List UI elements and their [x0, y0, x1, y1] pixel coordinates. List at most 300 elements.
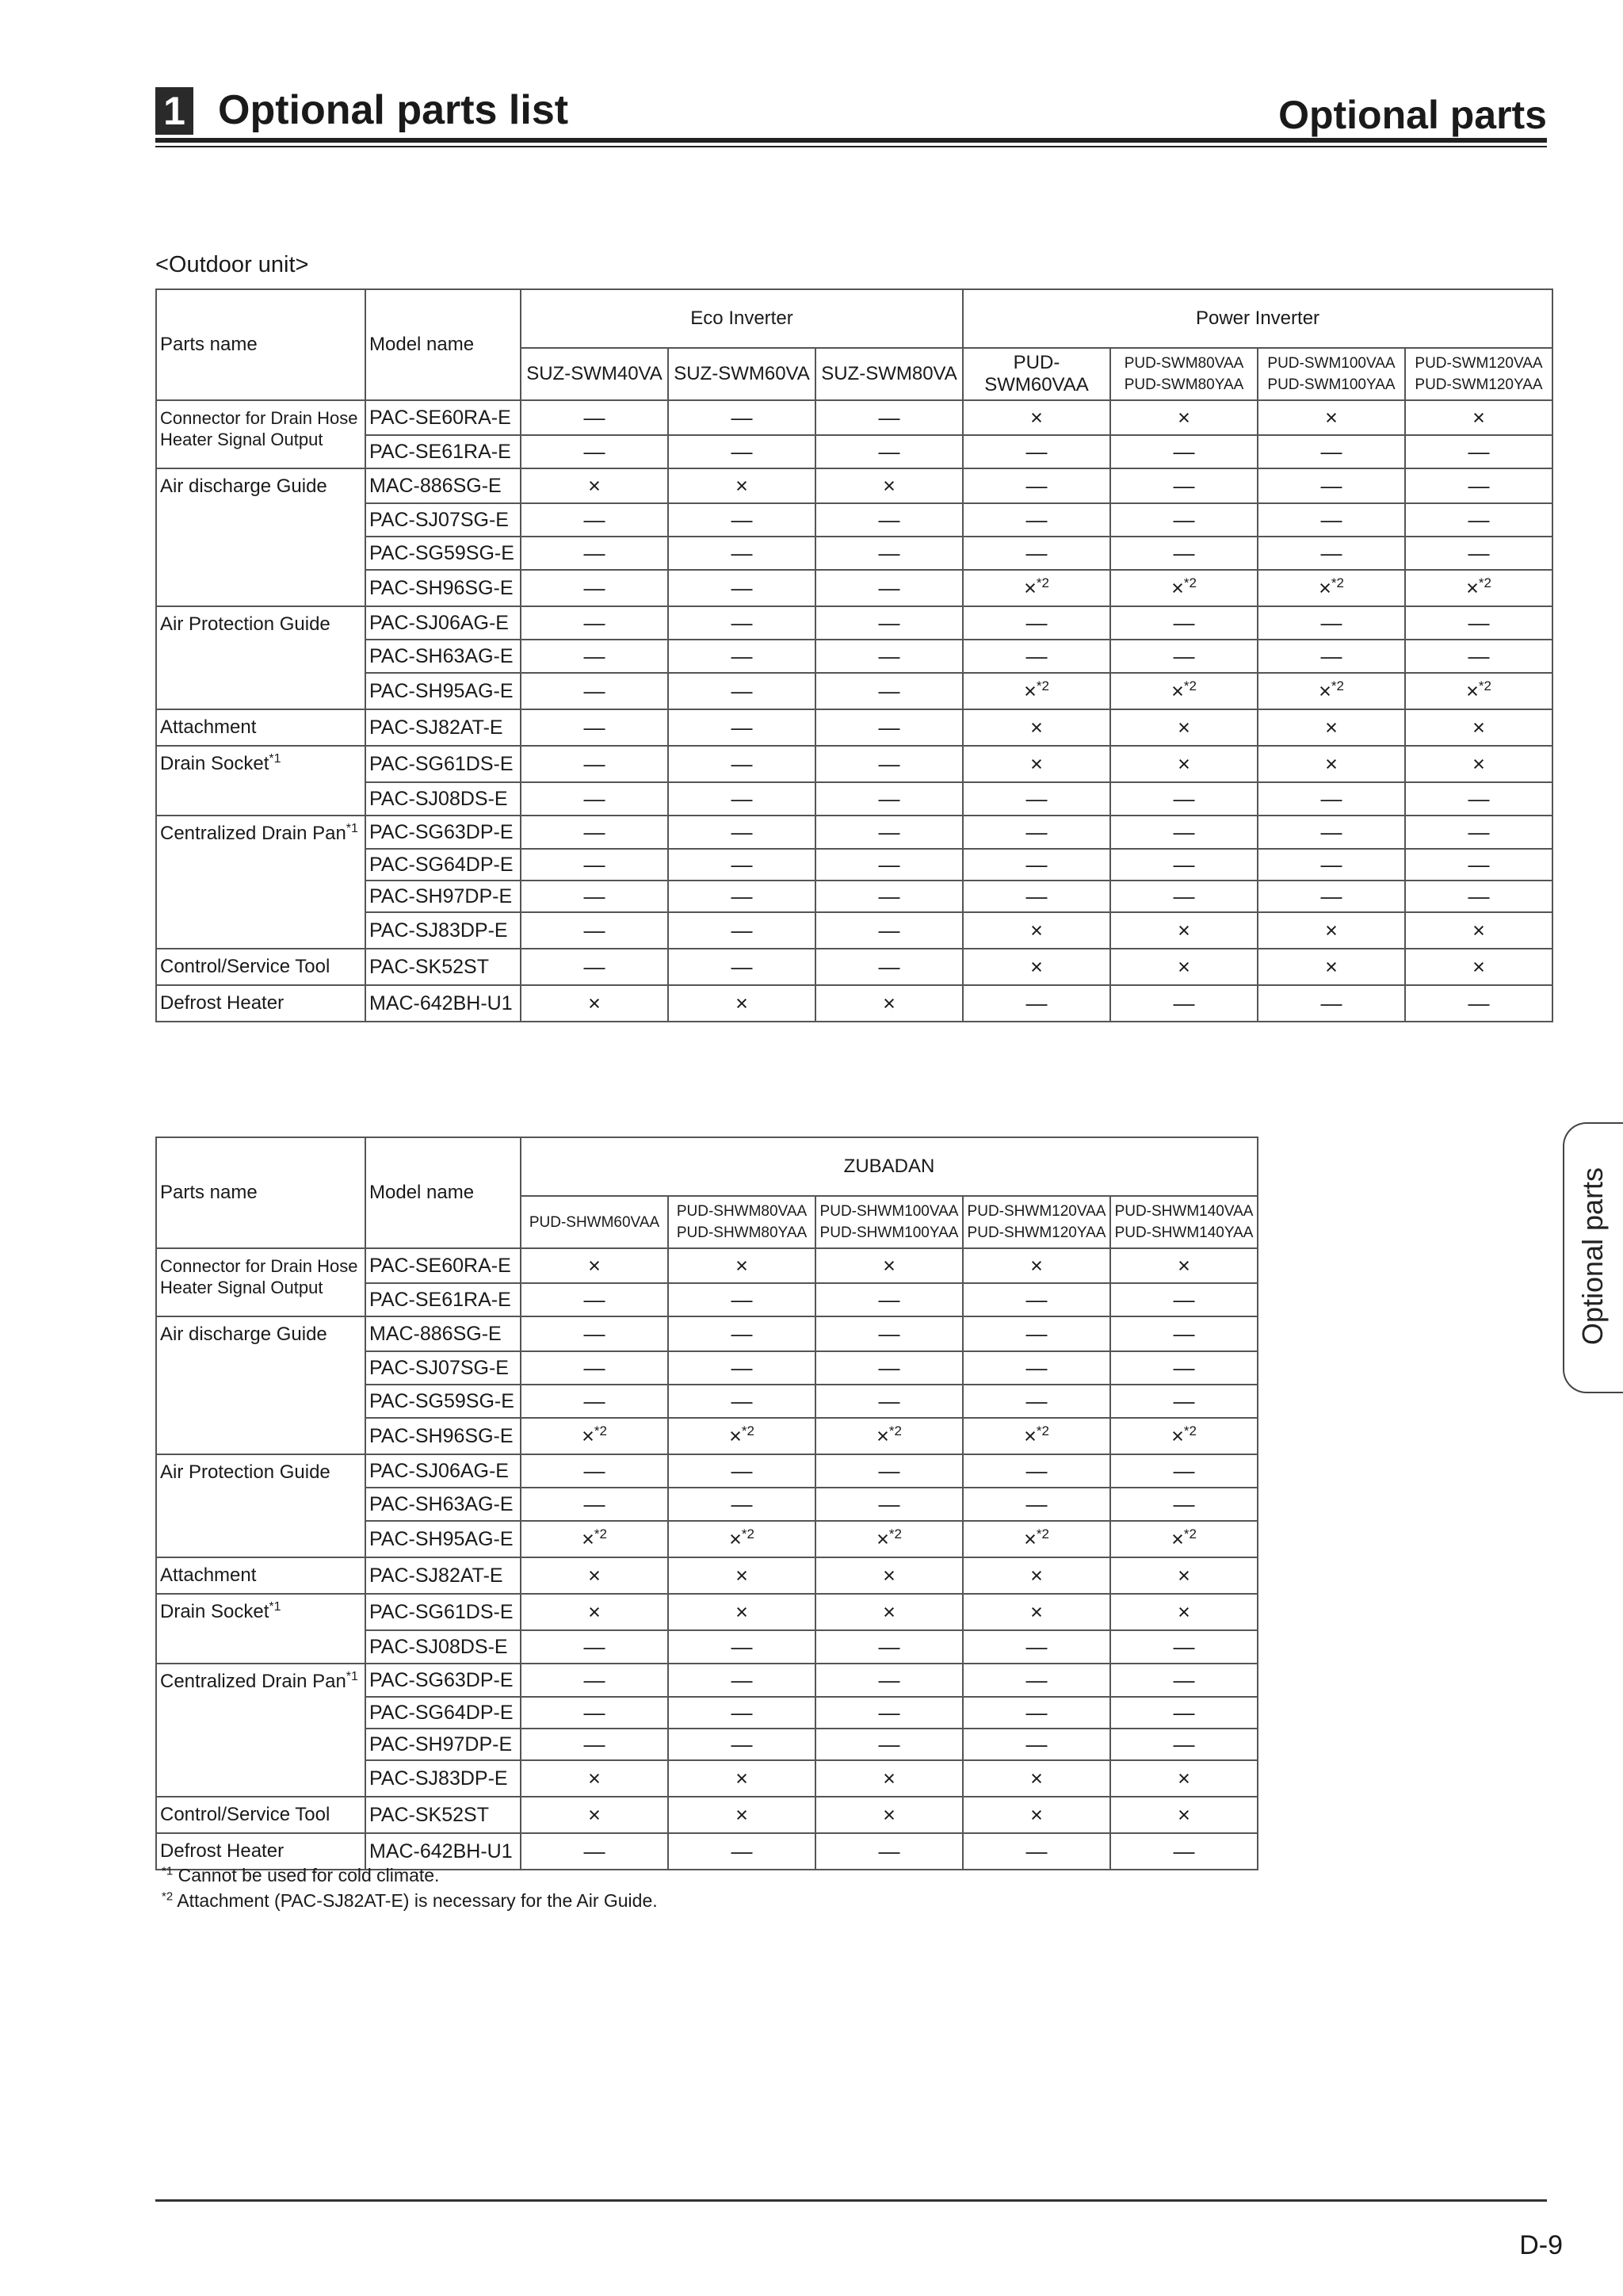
model-name: PAC-SJ83DP-E: [365, 1760, 521, 1797]
availability-cell: ×: [1405, 912, 1552, 949]
model-name: PAC-SK52ST: [365, 949, 521, 985]
availability-cell: ×: [1405, 400, 1552, 435]
availability-cell: —: [815, 640, 963, 673]
unit-model-line: PUD-SHWM100VAA: [819, 1203, 959, 1220]
eco-power-inverter-parts-table: [155, 288, 1553, 1022]
footnote-ref: *2: [594, 1423, 607, 1438]
page-title: Optional parts list: [218, 87, 569, 133]
unit-model-line: PUD-SHWM80YAA: [676, 1224, 808, 1241]
availability-cell: ×: [1405, 949, 1552, 985]
footnote-2: $^{*2}$ Attachment (PAC-SJ82AT-E) is necessary for the Air Guide.: [162, 1889, 658, 1911]
footnote-ref: *2: [1183, 1423, 1197, 1438]
availability-cell: —: [668, 606, 815, 640]
availability-cell: ×$^{*2}$: [668, 1521, 815, 1557]
availability-cell: —: [815, 1488, 963, 1521]
availability-cell: ×: [1110, 1760, 1258, 1797]
unit-model-line: PUD-SWM120VAA: [1415, 355, 1543, 372]
model-name-header: Model name: [365, 289, 521, 400]
availability-cell: —: [668, 1833, 815, 1870]
model-name: PAC-SG63DP-E: [365, 816, 521, 849]
availability-cell: —: [1258, 503, 1405, 537]
part-name: Drain Socket$^{*1}$: [156, 746, 365, 816]
table-row: [156, 1316, 1258, 1351]
availability-cell: ×: [1110, 1557, 1258, 1594]
availability-cell: —: [668, 570, 815, 606]
availability-cell: ×: [1110, 949, 1258, 985]
availability-cell: —: [668, 640, 815, 673]
availability-cell: —: [815, 746, 963, 782]
availability-cell: ×: [521, 468, 668, 503]
availability-cell: ×: [815, 1797, 963, 1833]
model-name: PAC-SG63DP-E: [365, 1664, 521, 1697]
availability-cell: —: [1110, 782, 1258, 816]
availability-cell: ×: [815, 985, 963, 1022]
availability-cell: —: [963, 640, 1110, 673]
availability-cell: —: [1110, 1729, 1258, 1760]
header-rule: [155, 138, 1547, 143]
availability-cell: ×: [668, 1557, 815, 1594]
availability-cell: ×: [963, 1797, 1110, 1833]
model-name: PAC-SJ08DS-E: [365, 782, 521, 816]
availability-cell: ×: [963, 709, 1110, 746]
availability-cell: —: [668, 1488, 815, 1521]
availability-cell: —: [1110, 1630, 1258, 1664]
footnote-ref: *2: [741, 1526, 754, 1541]
availability-cell: ×: [815, 1594, 963, 1630]
availability-cell: —: [963, 1630, 1110, 1664]
availability-cell: —: [668, 1729, 815, 1760]
availability-cell: —: [521, 1351, 668, 1385]
footnote-ref: *2: [1183, 1526, 1197, 1541]
availability-cell: ×$^{*2}$: [815, 1418, 963, 1454]
availability-cell: —: [668, 709, 815, 746]
availability-cell: —: [521, 673, 668, 709]
availability-cell: ×: [1258, 949, 1405, 985]
availability-cell: —: [1258, 782, 1405, 816]
table-row: [156, 816, 1552, 849]
table-row: [156, 782, 1552, 816]
availability-cell: —: [521, 849, 668, 881]
part-name: Attachment: [156, 1557, 365, 1594]
part-name: Connector for Drain Hose Heater Signal Output: [156, 400, 365, 468]
unit-model-line: PUD-SHWM100YAA: [819, 1224, 959, 1241]
unit-model-header: [815, 348, 963, 400]
model-name: PAC-SG64DP-E: [365, 1697, 521, 1729]
availability-cell: —: [1405, 782, 1552, 816]
availability-cell: —: [815, 949, 963, 985]
unit-model-header: [1110, 348, 1258, 400]
table-row: [156, 503, 1552, 537]
unit-model-line: PUD-SHWM60VAA: [529, 1213, 660, 1231]
availability-cell: —: [1110, 1488, 1258, 1521]
footnote-ref: *2: [1331, 678, 1344, 693]
availability-cell: ×: [668, 1594, 815, 1630]
availability-cell: ×: [963, 1248, 1110, 1283]
footnote-ref: *2: [1183, 575, 1197, 590]
table-row: [156, 570, 1552, 606]
availability-cell: ×: [521, 1797, 668, 1833]
availability-cell: —: [521, 435, 668, 468]
table-row: [156, 849, 1552, 881]
availability-cell: —: [815, 912, 963, 949]
availability-cell: ×$^{*2}$: [1258, 570, 1405, 606]
availability-cell: —: [815, 435, 963, 468]
model-name: PAC-SH63AG-E: [365, 640, 521, 673]
part-name: Air discharge Guide: [156, 468, 365, 606]
availability-cell: —: [668, 1664, 815, 1697]
availability-cell: ×: [1258, 746, 1405, 782]
availability-cell: —: [815, 503, 963, 537]
part-name: Drain Socket$^{*1}$: [156, 1594, 365, 1664]
availability-cell: —: [815, 400, 963, 435]
model-name: PAC-SJ06AG-E: [365, 606, 521, 640]
table-row: [156, 949, 1552, 985]
model-name: PAC-SJ07SG-E: [365, 503, 521, 537]
availability-cell: —: [521, 1385, 668, 1418]
availability-cell: —: [1110, 606, 1258, 640]
availability-cell: ×: [815, 1760, 963, 1797]
footnote-ref: *2: [1036, 1526, 1049, 1541]
availability-cell: —: [1258, 606, 1405, 640]
availability-cell: ×: [815, 1248, 963, 1283]
model-name: PAC-SH97DP-E: [365, 881, 521, 912]
chapter-title: Optional parts: [1278, 93, 1547, 137]
unit-model-line: SUZ-SWM40VA: [526, 363, 663, 384]
availability-cell: —: [1110, 1385, 1258, 1418]
footnote-ref: *2: [1036, 575, 1049, 590]
availability-cell: —: [521, 1729, 668, 1760]
availability-cell: —: [1405, 606, 1552, 640]
availability-cell: ×$^{*2}$: [521, 1521, 668, 1557]
availability-cell: —: [521, 881, 668, 912]
availability-cell: ×$^{*2}$: [1110, 1418, 1258, 1454]
availability-cell: ×: [963, 949, 1110, 985]
unit-model-header: [815, 1196, 963, 1248]
availability-cell: —: [963, 606, 1110, 640]
availability-cell: —: [815, 1833, 963, 1870]
availability-cell: —: [963, 849, 1110, 881]
availability-cell: —: [1110, 1697, 1258, 1729]
availability-cell: ×: [963, 1594, 1110, 1630]
unit-model-line: PUD-SHWM80VAA: [676, 1203, 808, 1220]
model-name: PAC-SG64DP-E: [365, 849, 521, 881]
unit-model-line: PUD-SHWM140YAA: [1114, 1224, 1254, 1241]
model-name: PAC-SH97DP-E: [365, 1729, 521, 1760]
table-row: [156, 1797, 1258, 1833]
availability-cell: —: [815, 1729, 963, 1760]
model-name: PAC-SG59SG-E: [365, 1385, 521, 1418]
table-row: [156, 673, 1552, 709]
availability-cell: ×: [1258, 400, 1405, 435]
footnote-ref: *2: [888, 1526, 902, 1541]
availability-cell: ×: [668, 1248, 815, 1283]
model-name: PAC-SH96SG-E: [365, 570, 521, 606]
availability-cell: —: [521, 1454, 668, 1488]
availability-cell: —: [668, 435, 815, 468]
availability-cell: —: [963, 1283, 1110, 1316]
footer-rule: [155, 2199, 1547, 2202]
availability-cell: ×: [963, 1557, 1110, 1594]
footnotes: [162, 1862, 658, 1913]
availability-cell: —: [1110, 1454, 1258, 1488]
availability-cell: —: [668, 746, 815, 782]
model-name: PAC-SJ82AT-E: [365, 1557, 521, 1594]
availability-cell: —: [521, 503, 668, 537]
availability-cell: —: [521, 782, 668, 816]
table-row: [156, 468, 1552, 503]
availability-cell: —: [963, 1833, 1110, 1870]
availability-cell: —: [521, 1316, 668, 1351]
model-name: MAC-642BH-U1: [365, 1833, 521, 1870]
footnote-ref: *2: [1036, 1423, 1049, 1438]
availability-cell: ×: [521, 1760, 668, 1797]
availability-cell: —: [815, 709, 963, 746]
availability-cell: —: [521, 537, 668, 570]
availability-cell: —: [668, 503, 815, 537]
unit-model-line: PUD-SWM100YAA: [1267, 376, 1396, 393]
part-name: Control/Service Tool: [156, 1797, 365, 1833]
availability-cell: —: [963, 881, 1110, 912]
availability-cell: ×: [1110, 1248, 1258, 1283]
availability-cell: —: [668, 949, 815, 985]
availability-cell: —: [521, 1697, 668, 1729]
availability-cell: —: [815, 673, 963, 709]
availability-cell: —: [1405, 816, 1552, 849]
availability-cell: —: [521, 570, 668, 606]
model-name: MAC-886SG-E: [365, 468, 521, 503]
model-name: PAC-SH96SG-E: [365, 1418, 521, 1454]
availability-cell: ×$^{*2}$: [1110, 570, 1258, 606]
unit-model-line: PUD-SWM60VAA: [984, 352, 1089, 395]
availability-cell: —: [1258, 468, 1405, 503]
part-name: Control/Service Tool: [156, 949, 365, 985]
availability-cell: —: [668, 1316, 815, 1351]
table-row: [156, 1557, 1258, 1594]
availability-cell: ×: [668, 1797, 815, 1833]
availability-cell: —: [815, 1454, 963, 1488]
model-name-header: Model name: [365, 1137, 521, 1248]
availability-cell: —: [1258, 985, 1405, 1022]
model-name: PAC-SG61DS-E: [365, 746, 521, 782]
availability-cell: —: [521, 949, 668, 985]
table-row: [156, 435, 1552, 468]
model-name: MAC-886SG-E: [365, 1316, 521, 1351]
availability-cell: —: [1405, 435, 1552, 468]
availability-cell: —: [1110, 1664, 1258, 1697]
unit-model-header: [1110, 1196, 1258, 1248]
unit-model-line: SUZ-SWM60VA: [674, 363, 810, 384]
unit-model-header: [1258, 348, 1405, 400]
availability-cell: ×: [521, 1557, 668, 1594]
availability-cell: ×: [1110, 746, 1258, 782]
availability-cell: —: [1110, 503, 1258, 537]
unit-model-line: PUD-SWM100VAA: [1267, 355, 1396, 372]
model-name: PAC-SH95AG-E: [365, 673, 521, 709]
availability-cell: —: [521, 1488, 668, 1521]
availability-cell: —: [963, 782, 1110, 816]
availability-cell: —: [521, 912, 668, 949]
table-row: [156, 537, 1552, 570]
availability-cell: —: [668, 673, 815, 709]
unit-model-header: [1405, 348, 1552, 400]
unit-model-header: [668, 348, 815, 400]
unit-model-line: PUD-SWM80YAA: [1124, 376, 1244, 393]
model-name: PAC-SG61DS-E: [365, 1594, 521, 1630]
table-row: [156, 606, 1552, 640]
model-name: PAC-SH63AG-E: [365, 1488, 521, 1521]
availability-cell: ×$^{*2}$: [1405, 673, 1552, 709]
table-row: [156, 912, 1552, 949]
availability-cell: ×: [668, 1760, 815, 1797]
availability-cell: ×: [521, 1594, 668, 1630]
availability-cell: ×$^{*2}$: [963, 673, 1110, 709]
availability-cell: —: [963, 1664, 1110, 1697]
availability-cell: —: [963, 435, 1110, 468]
group-header: ZUBADAN: [521, 1137, 1258, 1196]
table-row: [156, 746, 1552, 782]
availability-cell: —: [1405, 537, 1552, 570]
availability-cell: —: [1258, 816, 1405, 849]
availability-cell: —: [521, 709, 668, 746]
availability-cell: ×$^{*2}$: [521, 1418, 668, 1454]
header-rule-thin: [155, 146, 1547, 147]
part-name: Centralized Drain Pan$^{*1}$: [156, 1664, 365, 1797]
availability-cell: —: [668, 881, 815, 912]
availability-cell: —: [963, 1729, 1110, 1760]
availability-cell: ×: [1258, 912, 1405, 949]
availability-cell: —: [668, 849, 815, 881]
part-name: Centralized Drain Pan$^{*1}$: [156, 816, 365, 949]
model-name: PAC-SG59SG-E: [365, 537, 521, 570]
availability-cell: —: [1110, 640, 1258, 673]
table-row: [156, 400, 1552, 435]
footnote-ref: *2: [741, 1423, 754, 1438]
availability-cell: —: [1258, 435, 1405, 468]
availability-cell: ×: [815, 1557, 963, 1594]
availability-cell: —: [963, 816, 1110, 849]
availability-cell: —: [521, 1630, 668, 1664]
model-name: PAC-SE61RA-E: [365, 435, 521, 468]
model-name: MAC-642BH-U1: [365, 985, 521, 1022]
availability-cell: ×$^{*2}$: [1110, 673, 1258, 709]
availability-cell: ×: [815, 468, 963, 503]
availability-cell: ×: [668, 985, 815, 1022]
availability-cell: —: [1405, 468, 1552, 503]
availability-cell: ×$^{*2}$: [963, 1418, 1110, 1454]
availability-cell: —: [1110, 1833, 1258, 1870]
table-row: [156, 1594, 1258, 1630]
model-name: PAC-SJ07SG-E: [365, 1351, 521, 1385]
availability-cell: ×: [521, 985, 668, 1022]
availability-cell: —: [1405, 985, 1552, 1022]
availability-cell: —: [668, 1351, 815, 1385]
footnote-ref: *2: [1183, 678, 1197, 693]
availability-cell: ×: [1110, 912, 1258, 949]
availability-cell: —: [963, 1385, 1110, 1418]
availability-cell: —: [815, 782, 963, 816]
unit-model-header: [521, 1196, 668, 1248]
group-header: Eco Inverter: [521, 289, 963, 348]
model-name: PAC-SE60RA-E: [365, 1248, 521, 1283]
availability-cell: —: [1405, 849, 1552, 881]
part-name: Connector for Drain Hose Heater Signal Output: [156, 1248, 365, 1316]
part-name: Air Protection Guide: [156, 606, 365, 709]
availability-cell: —: [963, 503, 1110, 537]
availability-cell: —: [1110, 468, 1258, 503]
availability-cell: ×: [963, 400, 1110, 435]
availability-cell: ×$^{*2}$: [1110, 1521, 1258, 1557]
availability-cell: —: [1405, 881, 1552, 912]
availability-cell: —: [668, 1630, 815, 1664]
availability-cell: —: [521, 1833, 668, 1870]
side-tab-label: Optional parts: [1576, 1167, 1609, 1346]
availability-cell: —: [521, 1283, 668, 1316]
zubadan-parts-table: [155, 1137, 1258, 1870]
availability-cell: —: [815, 1351, 963, 1385]
availability-cell: —: [1110, 849, 1258, 881]
availability-cell: —: [963, 1488, 1110, 1521]
availability-cell: —: [668, 400, 815, 435]
availability-cell: —: [668, 1283, 815, 1316]
part-name: Defrost Heater: [156, 985, 365, 1022]
group-header: Power Inverter: [963, 289, 1552, 348]
availability-cell: —: [815, 1316, 963, 1351]
footnote-ref: *2: [1478, 678, 1491, 693]
unit-model-line: PUD-SHWM120VAA: [967, 1203, 1106, 1220]
part-name: Air discharge Guide: [156, 1316, 365, 1454]
parts-name-header: Parts name: [156, 1137, 365, 1248]
availability-cell: —: [815, 537, 963, 570]
availability-cell: —: [815, 570, 963, 606]
availability-cell: —: [668, 816, 815, 849]
availability-cell: —: [1405, 640, 1552, 673]
availability-cell: ×: [1110, 1797, 1258, 1833]
part-name: Defrost Heater: [156, 1833, 365, 1870]
availability-cell: ×: [963, 746, 1110, 782]
unit-model-line: PUD-SHWM120YAA: [967, 1224, 1106, 1241]
availability-cell: —: [963, 1454, 1110, 1488]
unit-model-header: [963, 1196, 1110, 1248]
availability-cell: —: [521, 640, 668, 673]
availability-cell: —: [668, 912, 815, 949]
unit-model-line: PUD-SHWM140VAA: [1114, 1203, 1254, 1220]
availability-cell: —: [668, 1385, 815, 1418]
availability-cell: —: [815, 1630, 963, 1664]
availability-cell: ×$^{*2}$: [668, 1418, 815, 1454]
availability-cell: ×$^{*2}$: [963, 570, 1110, 606]
section-label: <Outdoor unit>: [155, 252, 309, 277]
parts-name-header: Parts name: [156, 289, 365, 400]
part-name: Air Protection Guide: [156, 1454, 365, 1557]
availability-cell: —: [1110, 985, 1258, 1022]
availability-cell: —: [1405, 503, 1552, 537]
availability-cell: ×: [668, 468, 815, 503]
availability-cell: ×: [1110, 400, 1258, 435]
availability-cell: ×$^{*2}$: [1258, 673, 1405, 709]
table-row: [156, 1454, 1258, 1488]
table-row: [156, 1664, 1258, 1697]
table-row: [156, 1248, 1258, 1283]
model-name: PAC-SJ06AG-E: [365, 1454, 521, 1488]
table-row: [156, 881, 1552, 912]
availability-cell: —: [963, 1351, 1110, 1385]
availability-cell: ×: [1110, 1594, 1258, 1630]
availability-cell: —: [1110, 1283, 1258, 1316]
unit-model-line: PUD-SWM120YAA: [1415, 376, 1543, 393]
availability-cell: —: [815, 606, 963, 640]
availability-cell: —: [815, 1283, 963, 1316]
availability-cell: —: [521, 606, 668, 640]
